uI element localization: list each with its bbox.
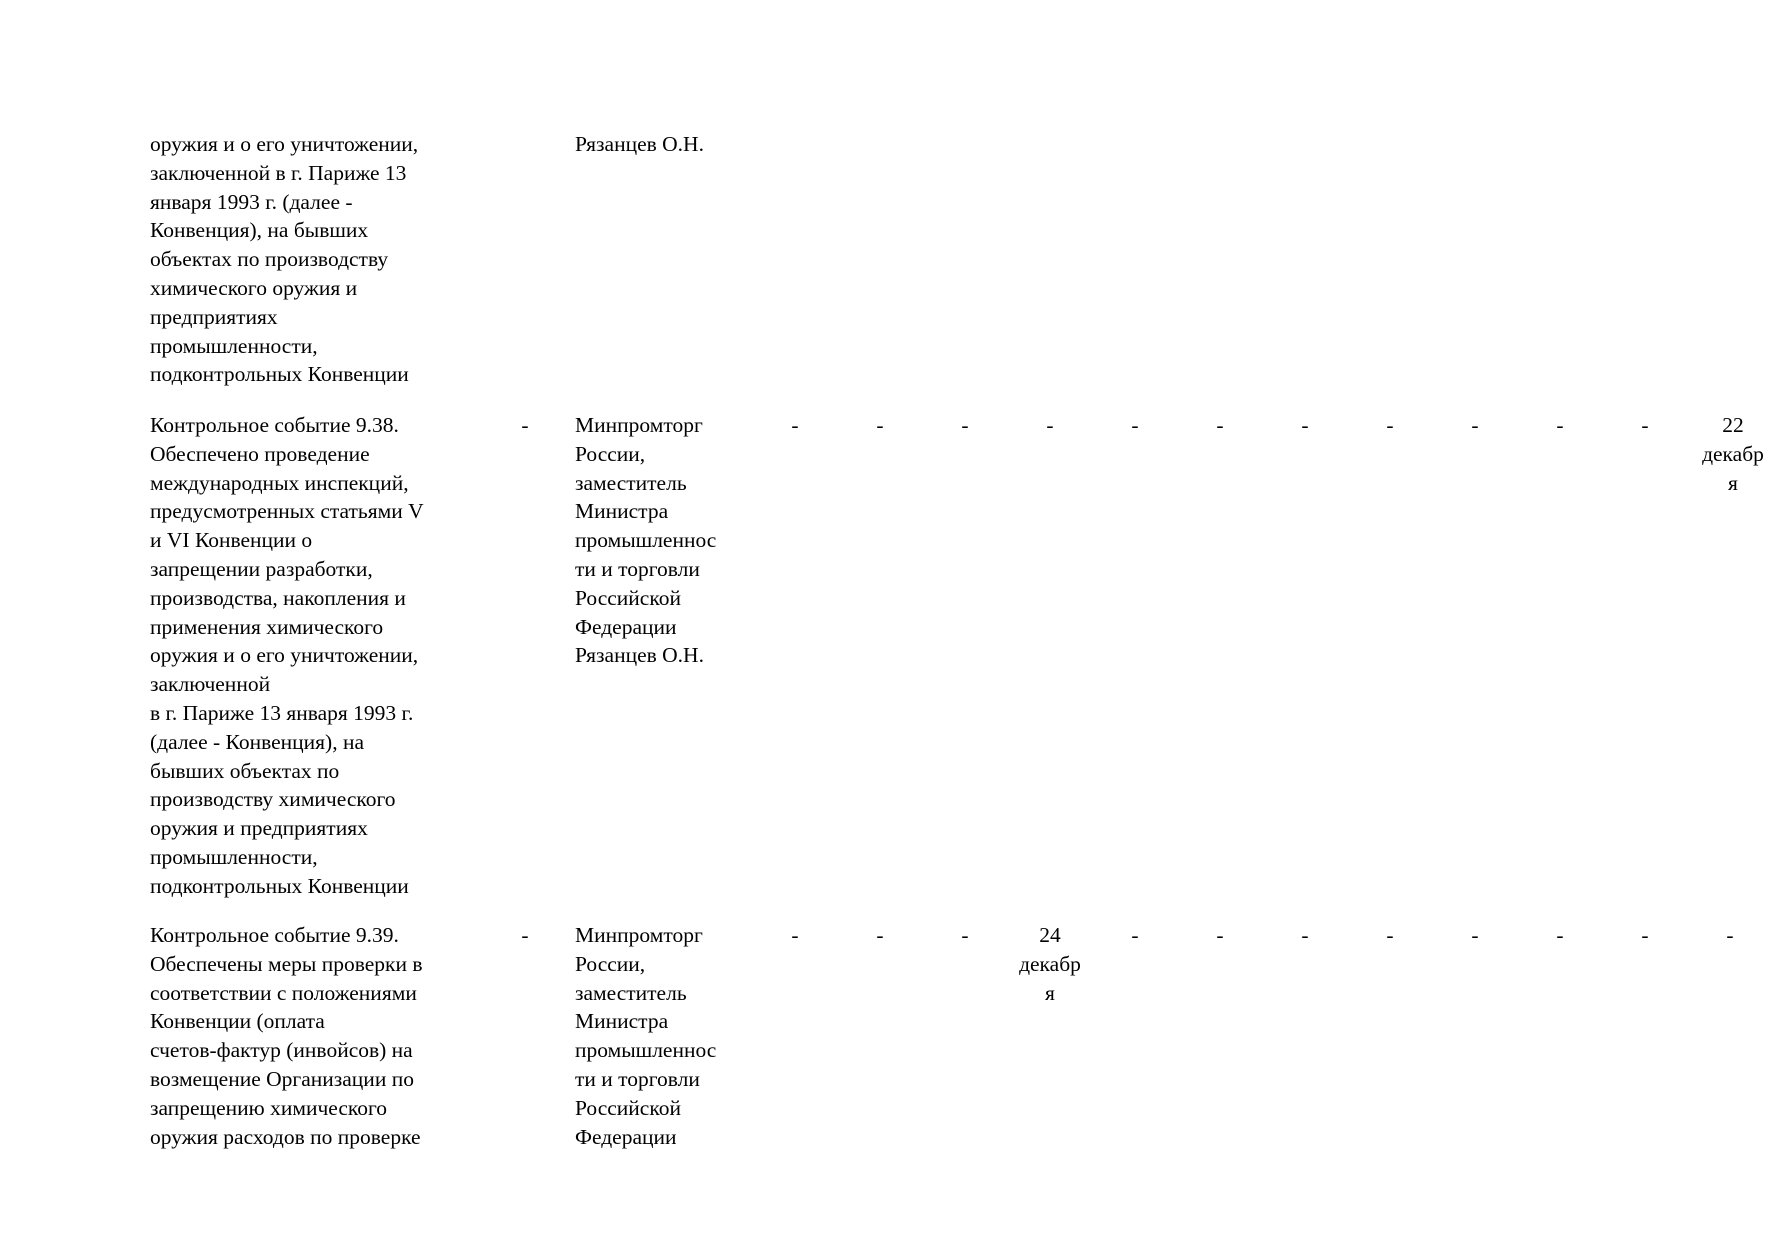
row-2-month-4: -: [1046, 413, 1054, 437]
row-3-month-7: -: [1301, 923, 1309, 947]
row-2-month-12: 22 декабр я: [1702, 413, 1764, 495]
row-3-month-1: -: [791, 923, 799, 947]
row-2-month-3: -: [961, 413, 969, 437]
row-3-month-2: -: [876, 923, 884, 947]
row-2-responsible: Минпромторг России, заместитель Министра промышленнос ти и торговли Российской Федерации Рязанцев О.Н.: [575, 413, 717, 668]
row-3-month-8: -: [1386, 923, 1394, 947]
row-2-month-5: -: [1131, 413, 1139, 437]
row-3-month-10: -: [1556, 923, 1564, 947]
row-3-month-6: -: [1216, 923, 1224, 947]
row-2-description: Контрольное событие 9.38. Обеспечено проведение международных инспекций, предусмотренных статьями V и VI Конвенции о запрещении разработки, производства, накопления и применения химического оружия и о его уничтожении, заключенной в г. Париже 13 января 1993 г. (далее - Конвенция), на бывших объектах по производству химического оружия и предприятиях промышленности, подконтрольных Конвенции: [150, 413, 424, 898]
row-3-month-9: -: [1471, 923, 1479, 947]
row-3-month-12: -: [1726, 923, 1734, 947]
row-2-month-2: -: [876, 413, 884, 437]
row-2-col1: -: [521, 413, 529, 437]
row-1-description: оружия и о его уничтожении, заключенной в г. Париже 13 января 1993 г. (далее - Конвенция), на бывших объектах по производству химического оружия и предприятиях промышленности, подконтрольных Конвенции: [150, 132, 419, 387]
row-3-responsible: Минпромторг России, заместитель Министра промышленнос ти и торговли Российской Федерации: [575, 923, 717, 1149]
row-2-month-9: -: [1471, 413, 1479, 437]
row-3-col1: -: [521, 923, 529, 947]
row-3-month-3: -: [961, 923, 969, 947]
row-3-description: Контрольное событие 9.39. Обеспечены меры проверки в соответствии с положениями Конвенции (оплата счетов-фактур (инвойсов) на возмещение Организации по запрещению химического оружия расходов по проверке: [150, 923, 423, 1149]
row-3-month-11: -: [1641, 923, 1649, 947]
row-2-month-8: -: [1386, 413, 1394, 437]
row-3-month-5: -: [1131, 923, 1139, 947]
row-2-month-7: -: [1301, 413, 1309, 437]
row-2-month-10: -: [1556, 413, 1564, 437]
row-2-month-6: -: [1216, 413, 1224, 437]
row-2-month-1: -: [791, 413, 799, 437]
row-1-responsible: Рязанцев О.Н.: [575, 132, 704, 156]
row-3-month-4: 24 декабр я: [1019, 923, 1081, 1005]
row-2-month-11: -: [1641, 413, 1649, 437]
